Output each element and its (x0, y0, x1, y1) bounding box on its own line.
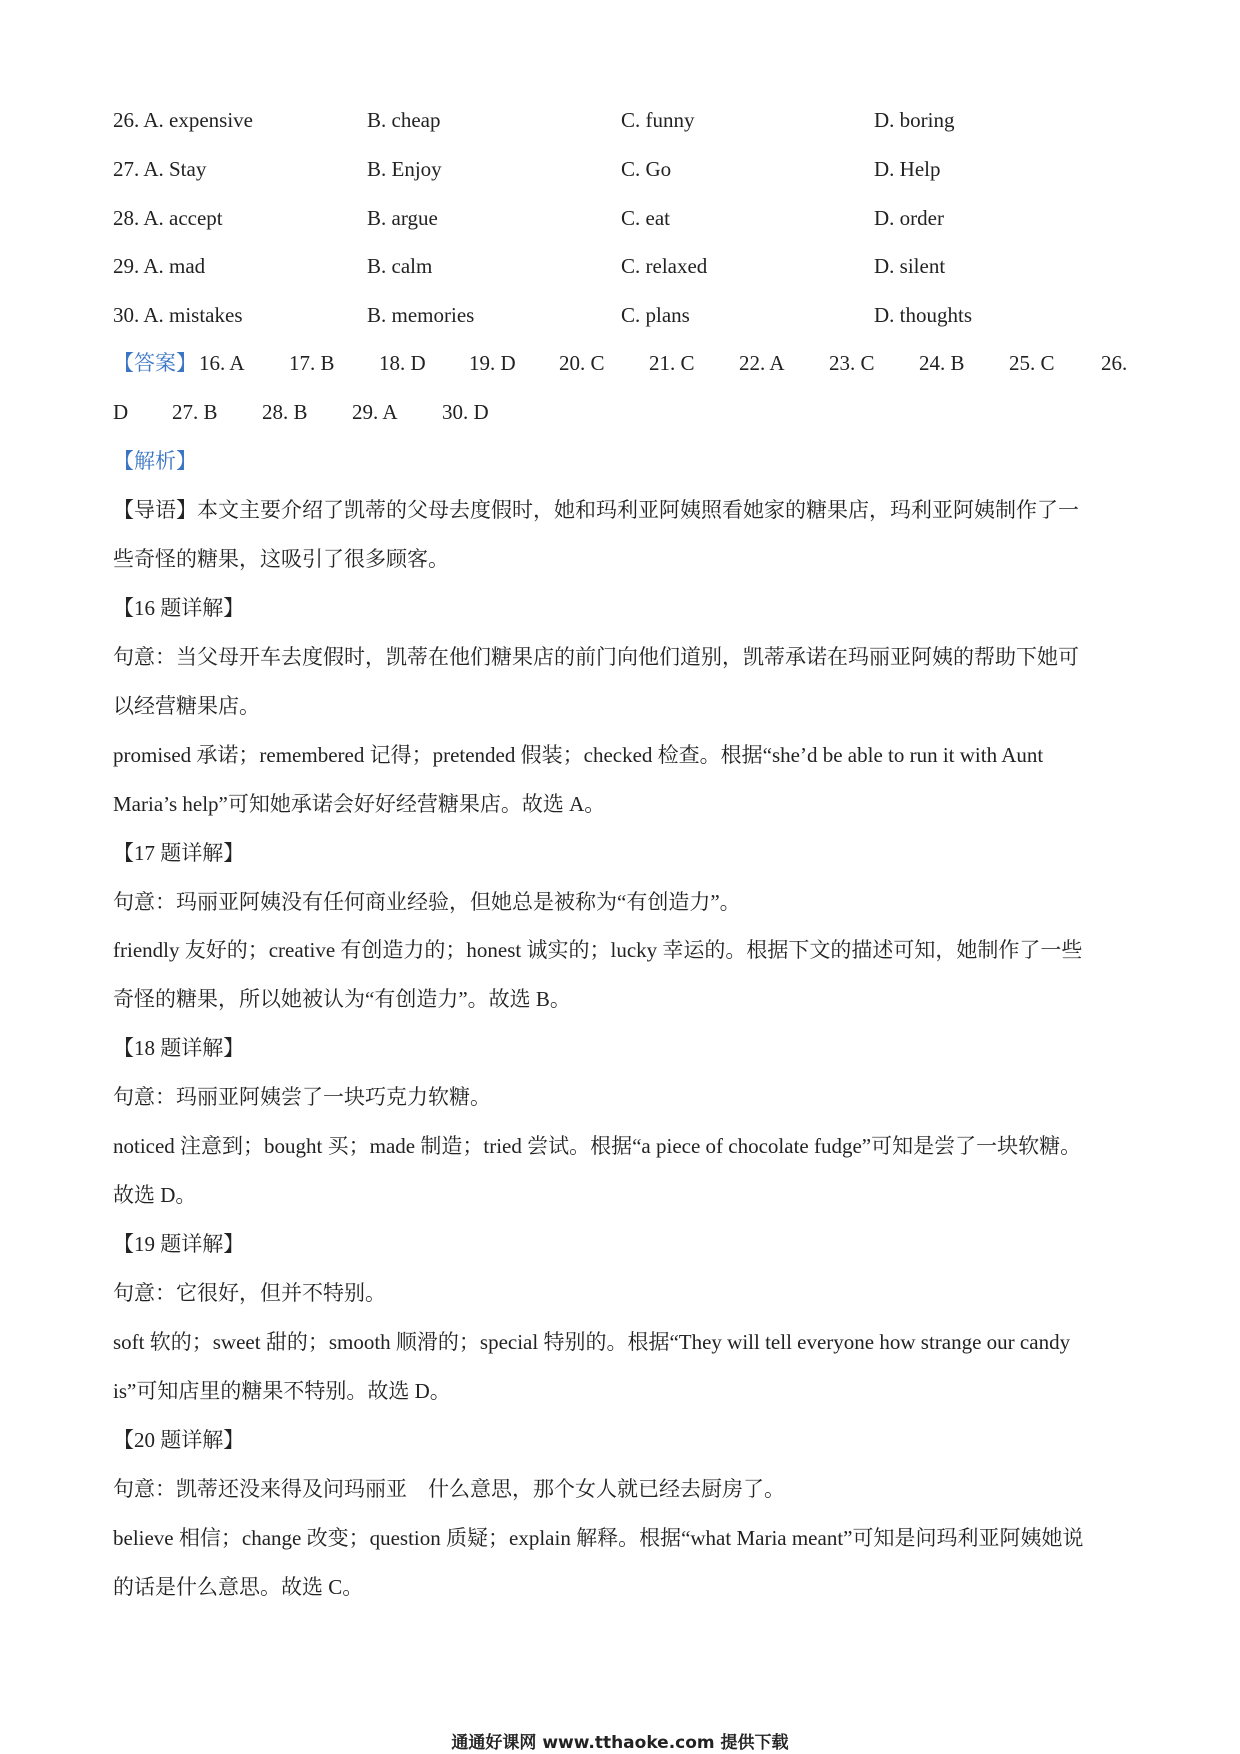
option-c: C. funny (621, 108, 695, 132)
question-title: 【20 题详解】 (113, 1428, 245, 1452)
answer-item: 28. B (262, 400, 308, 424)
option-b: B. cheap (367, 108, 441, 132)
question-line: Maria’s help”可知她承诺会好好经营糖果店。故选 A。 (113, 792, 606, 816)
question-line: is”可知店里的糖果不特别。故选 D。 (113, 1379, 451, 1403)
question-line: believe 相信；change 改变；question 质疑；explain 解释。根据“what Maria meant”可知是问玛利亚阿姨她说 (113, 1526, 1084, 1550)
option-a: 28. A. accept (113, 206, 223, 230)
question-line: 奇怪的糖果，所以她被认为“有创造力”。故选 B。 (113, 987, 571, 1011)
question-title: 【18 题详解】 (113, 1036, 245, 1060)
answer-item: 27. B (172, 400, 218, 424)
intro-line: 些奇怪的糖果，这吸引了很多顾客。 (113, 547, 449, 571)
question-title: 【17 题详解】 (113, 841, 245, 865)
question-line: 句意：它很好，但并不特别。 (113, 1281, 386, 1305)
option-a: 30. A. mistakes (113, 303, 243, 327)
answer-item: 29. A (352, 400, 398, 424)
answer-item: 23. C (829, 351, 875, 375)
question-line: noticed 注意到；bought 买；made 制造；tried 尝试。根据“a piece of chocolate fudge”可知是尝了一块软糖。 (113, 1134, 1082, 1158)
question-line: 句意：玛丽亚阿姨没有任何商业经验，但她总是被称为“有创造力”。 (113, 890, 741, 914)
question-title: 【19 题详解】 (113, 1232, 245, 1256)
analysis-heading: 【解析】 (113, 449, 197, 473)
question-line: promised 承诺；remembered 记得；pretended 假装；checked 检查。根据“she’d be able to run it with Aunt (113, 743, 1044, 767)
answer-item: D (113, 400, 129, 424)
option-b: B. memories (367, 303, 475, 327)
answer-item: 16. A (199, 351, 245, 375)
question-line: 句意：凯蒂还没来得及问玛丽亚 什么意思，那个女人就已经去厨房了。 (113, 1477, 785, 1501)
option-a: 27. A. Stay (113, 157, 207, 181)
option-c: C. relaxed (621, 254, 708, 278)
option-d: D. Help (874, 157, 941, 181)
answer-item: 17. B (289, 351, 335, 375)
option-b: B. calm (367, 254, 433, 278)
option-c: C. eat (621, 206, 670, 230)
option-a: 26. A. expensive (113, 108, 253, 132)
question-line: 的话是什么意思。故选 C。 (113, 1575, 364, 1599)
option-c: C. Go (621, 157, 672, 181)
answer-item: 21. C (649, 351, 695, 375)
question-line: 句意：当父母开车去度假时，凯蒂在他们糖果店的前门向他们道别，凯蒂承诺在玛丽亚阿姨的帮助下她可 (113, 645, 1079, 669)
option-d: D. boring (874, 108, 955, 132)
answer-item: 18. D (379, 351, 426, 375)
answer-item: 22. A (739, 351, 785, 375)
question-line: 故选 D。 (113, 1183, 197, 1207)
answer-item: 30. D (442, 400, 489, 424)
answer-item: 20. C (559, 351, 605, 375)
question-line: soft 软的；sweet 甜的；smooth 顺滑的；special 特别的。根据“They will tell everyone how strange our candy (113, 1330, 1071, 1354)
answer-item: 24. B (919, 351, 965, 375)
question-line: 以经营糖果店。 (113, 694, 260, 718)
option-d: D. thoughts (874, 303, 973, 327)
question-title: 【16 题详解】 (113, 596, 245, 620)
option-b: B. Enjoy (367, 157, 442, 181)
option-b: B. argue (367, 206, 438, 230)
intro-line: 【导语】本文主要介绍了凯蒂的父母去度假时，她和玛利亚阿姨照看她家的糖果店，玛利亚阿姨制作了一 (113, 498, 1079, 522)
question-line: friendly 友好的；creative 有创造力的；honest 诚实的；lucky 幸运的。根据下文的描述可知，她制作了一些 (113, 938, 1083, 962)
option-d: D. silent (874, 254, 946, 278)
option-c: C. plans (621, 303, 690, 327)
question-line: 句意：玛丽亚阿姨尝了一块巧克力软糖。 (113, 1085, 491, 1109)
answer-item: 25. C (1009, 351, 1055, 375)
answer-item: 19. D (469, 351, 516, 375)
option-d: D. order (874, 206, 944, 230)
option-a: 29. A. mad (113, 254, 206, 278)
answer-label: 【答案】 (113, 351, 197, 375)
answer-item: 26. (1101, 351, 1128, 375)
page-footer: 通通好课网 www.tthaoke.com 提供下载 (451, 1733, 789, 1753)
